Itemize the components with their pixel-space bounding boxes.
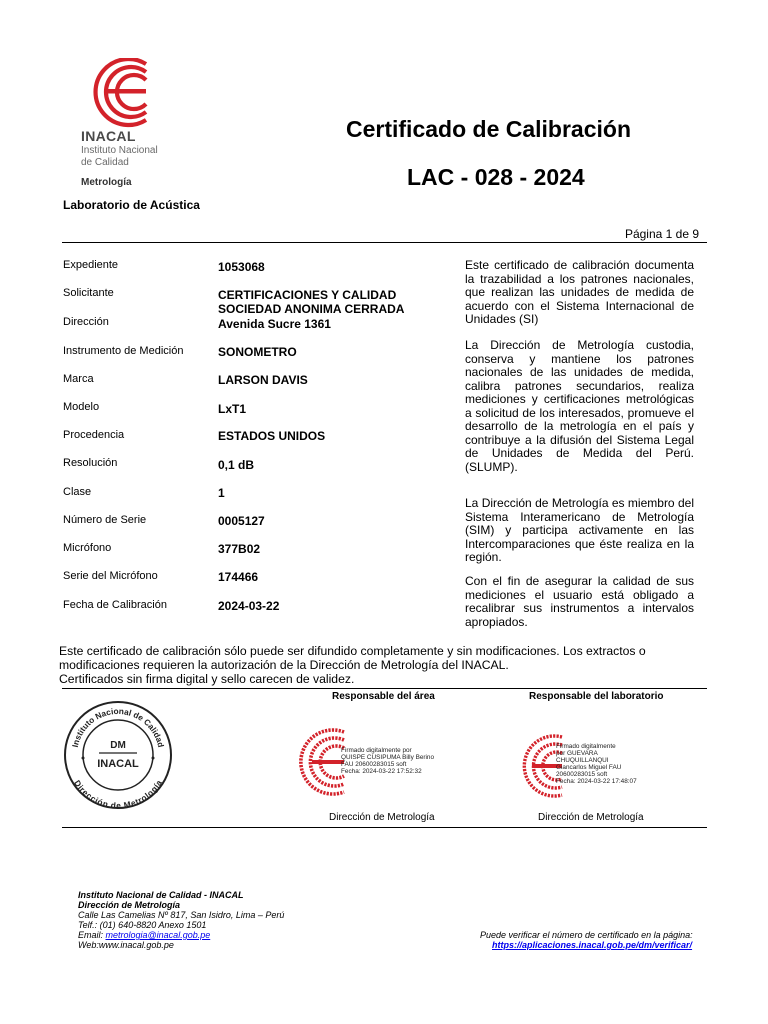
- field-label: Expediente: [63, 259, 119, 271]
- official-seal: [63, 700, 173, 810]
- field-value: CERTIFICACIONES Y CALIDAD: [218, 288, 397, 302]
- field-label: Serie del Micrófono: [63, 570, 158, 582]
- signature-heading-area: Responsable del área: [332, 691, 435, 702]
- field-value: 1053068: [218, 260, 265, 274]
- header-divider: [62, 242, 707, 243]
- field-value: 0005127: [218, 514, 265, 528]
- field-value: 0,1 dB: [218, 458, 255, 472]
- field-value: 2024-03-22: [218, 599, 280, 613]
- field-label: Solicitante: [63, 287, 114, 299]
- logo-subtitle: Instituto Nacional de Calidad: [81, 145, 158, 168]
- seal-center-bottom: INACAL: [97, 758, 139, 770]
- signature-footer-area: Dirección de Metrología: [329, 812, 435, 823]
- footer-org: Instituto Nacional de Calidad - INACAL: [78, 890, 244, 900]
- logo-name: INACAL: [81, 128, 136, 144]
- field-value: LxT1: [218, 402, 247, 416]
- field-label: Dirección: [63, 316, 109, 328]
- footer-verify-link[interactable]: [492, 940, 692, 950]
- footer-web: Web:www.inacal.gob.pe: [78, 940, 174, 950]
- distribution-notice: Este certificado de calibración sólo puede ser difundido completamente y sin modificaciones. Los extractos o modificaciones requieren la autorización de la Dirección de Metrología del INACAL. Certificados sin firma digital y sello carecen de validez.: [59, 644, 646, 686]
- metrology-role-paragraph: La Dirección de Metrología custodia, conserva y mantiene los patrones nacionales de las unidades de medida, calibra patrones secundarios, realiza mediciones y certificaciones metrológicas a solicitud de los interesados, promueve el desarrollo de la metrología en el país y contribuye a la difusión del Sistema Legal de Unidades de Medida del Perú. (SLUMP).: [465, 338, 694, 474]
- field-value: 174466: [218, 570, 259, 584]
- signature-footer-lab: Dirección de Metrología: [538, 812, 644, 823]
- seal-ring-top: Instituto Nacional de Calidad: [69, 705, 167, 749]
- digital-signature-area: Firmado digitalmente por QUISPE CUSIPUMA Billy Berino FAU 20600283015 soft Fecha: 2024-03-22 17:52:32: [341, 747, 435, 775]
- inacal-logo-icon: [278, 726, 348, 798]
- signature-heading-lab: Responsable del laboratorio: [529, 691, 664, 702]
- logo-division: Metrología: [81, 177, 132, 188]
- notice-divider: [62, 688, 707, 689]
- inacal-logo-icon: [62, 58, 154, 128]
- field-value: 377B02: [218, 542, 261, 556]
- footer-email-label: Email:: [78, 930, 106, 940]
- certificate-number: LAC - 028 - 2024: [407, 164, 585, 190]
- footer-phone: Telf.: (01) 640-8820 Anexo 1501: [78, 920, 207, 930]
- footer-verify-text: Puede verificar el número de certificado en la página:: [480, 930, 693, 940]
- field-value: Avenida Sucre 1361: [218, 317, 331, 331]
- footer-contact: [78, 890, 284, 950]
- footer-division: Dirección de Metrología: [78, 900, 181, 910]
- field-value: SONOMETRO: [218, 345, 297, 359]
- page-indicator: Página 1 de 9: [624, 227, 699, 241]
- recalibration-paragraph: Con el fin de asegurar la calidad de sus mediciones el usuario está obligado a recalibrar sus instrumentos a intervalos apropiados.: [465, 574, 694, 629]
- seal-icon: [63, 700, 173, 810]
- footer-email-link[interactable]: metrologia@inacal.gob.pe: [105, 930, 211, 940]
- digital-signature-lab: Firmado digitalmente por GUEVARA CHUQUILLANQUI Giancarlos Miguel FAU 20600283015 soft Fecha: 2024-03-22 17:48:07: [556, 743, 637, 785]
- laboratory-name: Laboratorio de Acústica: [63, 198, 200, 212]
- field-label: Fecha de Calibración: [63, 599, 167, 611]
- certificate-title: Certificado de Calibración: [346, 116, 632, 142]
- field-value: ESTADOS UNIDOS: [218, 429, 326, 443]
- field-label: Marca: [63, 373, 94, 385]
- field-value: LARSON DAVIS: [218, 373, 308, 387]
- field-label: Instrumento de Medición: [63, 345, 184, 357]
- svg-text:Dirección de Metrología: [72, 778, 164, 810]
- field-value: 1: [218, 486, 225, 500]
- field-label: Resolución: [63, 457, 118, 469]
- traceability-paragraph: Este certificado de calibración documenta la trazabilidad a los patrones nacionales, que realizan las unidades de medida de acuerdo con el Sistema Internacional de Unidades (SI): [465, 258, 694, 326]
- field-label: Procedencia: [63, 429, 125, 441]
- field-value: SOCIEDAD ANONIMA CERRADA: [218, 302, 405, 316]
- signature-logo-area: [278, 726, 348, 798]
- field-label: Micrófono: [63, 542, 112, 554]
- sim-membership-paragraph: La Dirección de Metrología es miembro del Sistema Interamericano de Metrología (SIM) y participa activamente en las Intercomparaciones que éste realiza en la región.: [465, 496, 694, 564]
- seal-center-top: DM: [110, 740, 126, 751]
- field-label: Modelo: [63, 401, 100, 413]
- signature-divider: [62, 827, 707, 828]
- seal-ring-bottom: Dirección de Metrología: [72, 778, 164, 810]
- field-label: Número de Serie: [63, 514, 147, 526]
- verify-url-link[interactable]: https://aplicaciones.inacal.gob.pe/dm/verificar/: [492, 940, 693, 950]
- field-label: Clase: [63, 486, 92, 498]
- footer-address: Calle Las Camelias Nº 817, San Isidro, Lima – Perú: [78, 910, 285, 920]
